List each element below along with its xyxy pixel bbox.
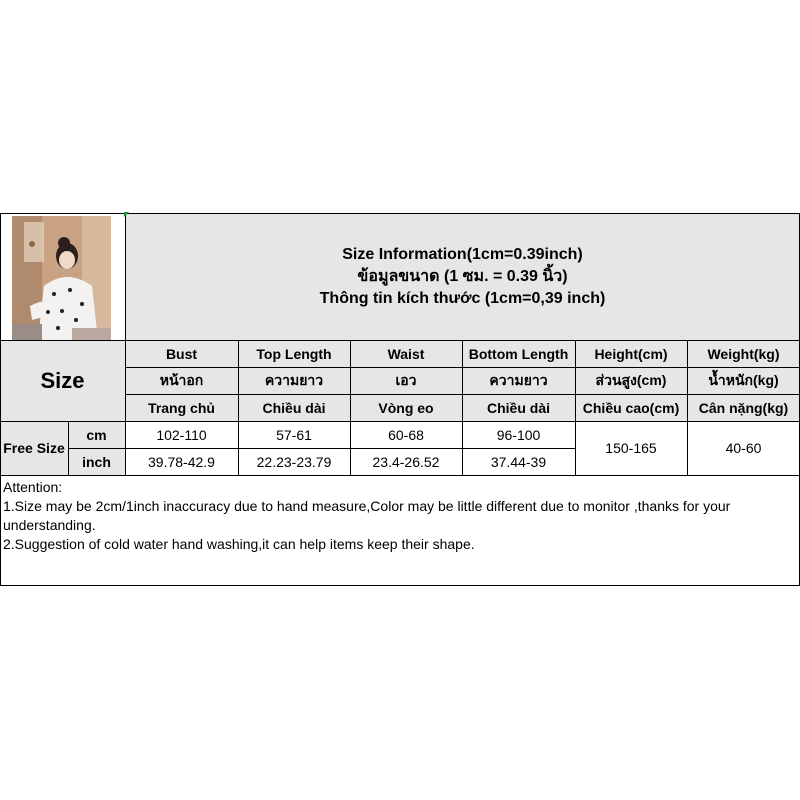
grid-line bbox=[350, 340, 351, 475]
size-chart bbox=[0, 213, 800, 586]
model-photo bbox=[12, 216, 111, 340]
attention-note-2: 2.Suggestion of cold water hand washing,it can help items keep their shape. bbox=[3, 536, 475, 552]
grid-line bbox=[0, 585, 800, 586]
title-thai: ข้อมูลขนาด (1 ซม. = 0.39 นิ้ว) bbox=[357, 267, 568, 285]
grid-line bbox=[0, 213, 1, 586]
weight-range-value: 40-60 bbox=[725, 440, 762, 456]
grid-line bbox=[0, 421, 800, 422]
grid-line bbox=[125, 213, 126, 475]
height-range-value: 150-165 bbox=[605, 440, 657, 456]
grid-line bbox=[0, 340, 800, 341]
header-waist-th: เอว bbox=[395, 371, 417, 388]
header-bust-th: หน้าอก bbox=[159, 371, 204, 388]
waist-cm-value: 60-68 bbox=[388, 426, 424, 443]
unit-cm-label: cm bbox=[86, 426, 107, 443]
header-weight-vi: Cân nặng(kg) bbox=[698, 399, 789, 416]
size-label: Size bbox=[40, 367, 85, 393]
header-height-vi: Chiều cao(cm) bbox=[582, 399, 680, 416]
header-top-length-en: Top Length bbox=[256, 345, 332, 362]
grid-line bbox=[575, 340, 576, 475]
header-bottom-length-vi: Chiều dài bbox=[486, 399, 550, 416]
top-length-cm-value: 57-61 bbox=[276, 426, 312, 443]
grid-line bbox=[687, 340, 688, 475]
waist-inch-value: 23.4-26.52 bbox=[372, 453, 440, 470]
grid-line bbox=[68, 448, 575, 449]
grid-line bbox=[68, 421, 69, 475]
header-waist-en: Waist bbox=[387, 345, 425, 362]
header-weight-en: Weight(kg) bbox=[707, 345, 780, 362]
attention-heading: Attention: bbox=[3, 479, 63, 495]
title-block bbox=[125, 213, 800, 340]
bottom-length-inch-value: 37.44-39 bbox=[490, 453, 547, 470]
bust-inch-value: 39.78-42.9 bbox=[148, 453, 215, 470]
bottom-length-cm-value: 96-100 bbox=[496, 426, 541, 443]
header-top-length-th: ความยาว bbox=[264, 371, 324, 388]
header-height-en: Height(cm) bbox=[594, 345, 668, 362]
header-bust-en: Bust bbox=[165, 345, 198, 362]
attention-notes bbox=[0, 475, 800, 586]
header-height-th: ส่วนสูง(cm) bbox=[595, 371, 667, 388]
title-vietnamese: Thông tin kích thước (1cm=0,39 inch) bbox=[319, 289, 606, 307]
grid-line bbox=[462, 340, 463, 475]
grid-line bbox=[238, 340, 239, 475]
header-weight-th: น้ำหนัก(kg) bbox=[708, 371, 779, 388]
grid-line bbox=[0, 213, 800, 214]
title-english: Size Information(1cm=0.39inch) bbox=[342, 245, 583, 263]
free-size-label: Free Size bbox=[3, 440, 65, 456]
header-bottom-length-th: ความยาว bbox=[489, 371, 548, 388]
header-bust-vi: Trang chủ bbox=[148, 399, 215, 416]
top-length-inch-value: 22.23-23.79 bbox=[256, 453, 332, 470]
unit-inch-label: inch bbox=[82, 453, 111, 470]
attention-note-1: 1.Size may be 2cm/1inch inaccuracy due to hand measure,Color may be little different due to monitor ,thanks for your understanding. bbox=[3, 498, 731, 533]
header-top-length-vi: Chiều dài bbox=[262, 399, 326, 416]
header-bottom-length-en: Bottom Length bbox=[468, 345, 569, 362]
bust-cm-value: 102-110 bbox=[156, 426, 207, 443]
header-waist-vi: Vòng eo bbox=[378, 399, 434, 416]
grid-line bbox=[0, 475, 800, 476]
